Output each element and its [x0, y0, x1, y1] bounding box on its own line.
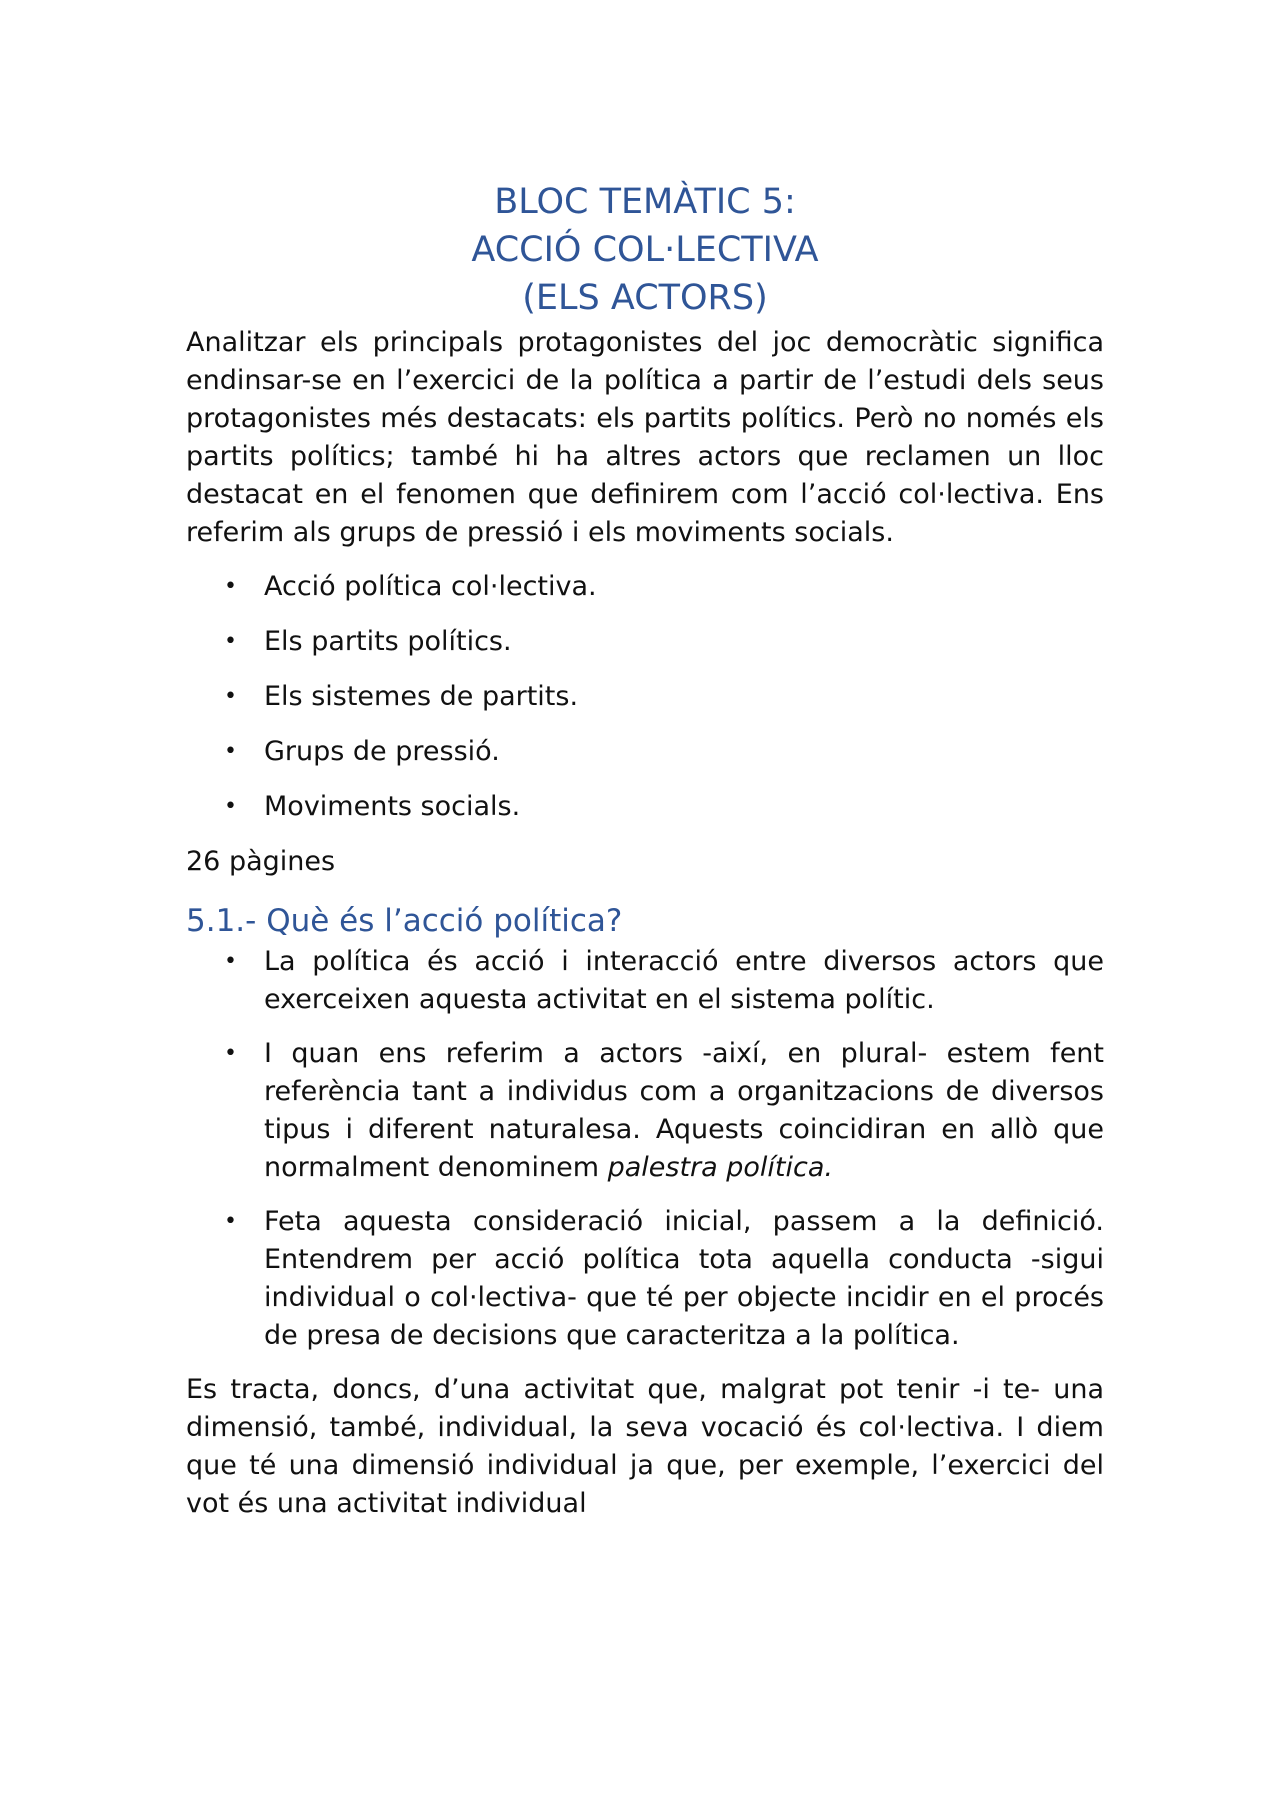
- title-line-3: (ELS ACTORS): [522, 278, 768, 318]
- section-point-text: La política és acció i interacció entre diversos actors que exerceixen aquesta activitat en el sistema polític.: [264, 946, 1104, 1015]
- intro-paragraph: Analitzar els principals protagonistes del joc democràtic significa endinsar-se en l’exercici de la política a partir de l’estudi dels seus protagonistes més destacats: els partits polítics. Però no només els partits polítics; també hi ha altres actors que reclamen un lloc destacat en el fenomen que definirem com l’acció col·lectiva. Ens referim als grups de pressió i els moviments socials.: [186, 327, 1104, 548]
- section-point-text: Feta aquesta consideració inicial, passem a la definició. Entendrem per acció política tota aquella conducta -sigui individual o col·lectiva- que té per objecte incidir en el procés de presa de decisions que caracteritza a la política.: [264, 1206, 1104, 1351]
- topic-item: [186, 788, 1104, 826]
- topic-text: Grups de pressió.: [264, 736, 500, 767]
- bullet-icon: •: [224, 574, 237, 599]
- page-count: 26 pàgines: [186, 846, 336, 877]
- topic-item: [186, 678, 1104, 716]
- bullet-icon: •: [224, 739, 237, 764]
- topic-item: [186, 568, 1104, 606]
- title-line-1: BLOC TEMÀTIC 5:: [494, 182, 796, 222]
- topic-item: [186, 623, 1104, 661]
- section-point: [186, 1203, 1104, 1355]
- topic-item: [186, 733, 1104, 771]
- bullet-icon: •: [224, 1041, 237, 1066]
- document-page: [186, 178, 1104, 1523]
- section-point-emphasis: palestra política.: [607, 1152, 833, 1183]
- topic-text: Els partits polítics.: [264, 626, 512, 657]
- title-line-2: ACCIÓ COL·LECTIVA: [471, 230, 819, 270]
- section-points-list: [186, 943, 1104, 1355]
- document-title: [186, 178, 1104, 322]
- section-point: [186, 943, 1104, 1019]
- topic-text: Acció política col·lectiva.: [264, 571, 597, 602]
- topics-list: [186, 568, 1104, 826]
- bullet-icon: •: [224, 794, 237, 819]
- bullet-icon: •: [224, 1209, 237, 1234]
- bullet-icon: •: [224, 629, 237, 654]
- bullet-icon: •: [224, 684, 237, 709]
- topic-text: Moviments socials.: [264, 791, 521, 822]
- closing-paragraph: Es tracta, doncs, d’una activitat que, malgrat pot tenir -i te- una dimensió, també, individual, la seva vocació és col·lectiva. I diem que té una dimensió individual ja que, per exemple, l’exercici del vot és una activitat individual: [186, 1374, 1104, 1519]
- bullet-icon: •: [224, 949, 237, 974]
- section-point: [186, 1035, 1104, 1187]
- section-point-text: I quan ens referim a actors -així, en plural- estem fent referència tant a individus com a organitzacions de diversos tipus i diferent naturalesa. Aquests coincidiran en allò que normalment denominem: [264, 1038, 1104, 1183]
- topic-text: Els sistemes de partits.: [264, 681, 579, 712]
- section-heading: 5.1.- Què és l’acció política?: [186, 903, 623, 939]
